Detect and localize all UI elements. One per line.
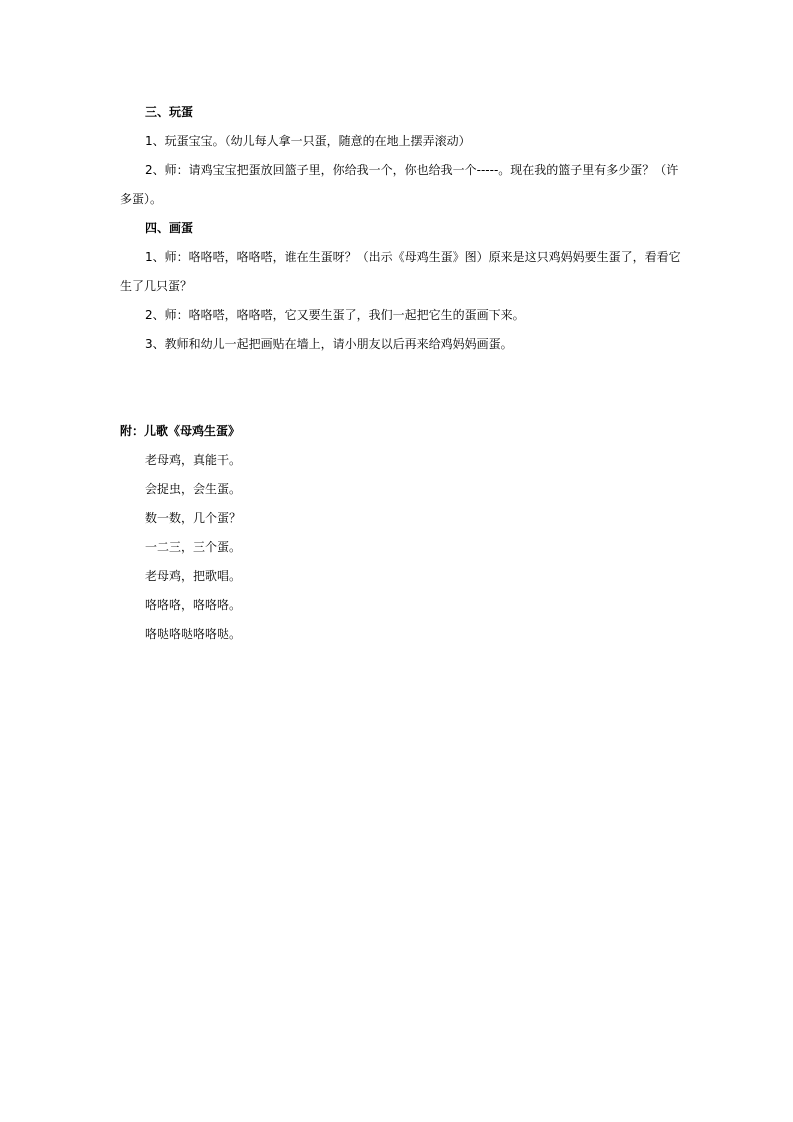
section-4-paragraph-2: 2、师：咯咯嗒，咯咯嗒，它又要生蛋了，我们一起把它生的蛋画下来。 xyxy=(145,308,525,322)
section-4-heading: 四、画蛋 xyxy=(145,221,194,235)
section-4-paragraph-1-line-1: 1、师：咯咯嗒，咯咯嗒，谁在生蛋呀？（出示《母鸡生蛋》图）原来是这只鸡妈妈要生蛋了，看看它 xyxy=(145,250,681,264)
section-3-paragraph-2-line-1: 2、师：请鸡宝宝把蛋放回篮子里，你给我一个，你也给我一个-----。现在我的篮子里有多少蛋？（许 xyxy=(145,163,679,177)
section-3-paragraph-2-line-2: 多蛋）。 xyxy=(120,192,163,206)
rhyme-line: 老母鸡，把歌唱。 xyxy=(145,569,242,583)
rhyme-line: 一二三，三个蛋。 xyxy=(145,540,242,554)
appendix-heading: 附：儿歌《母鸡生蛋》 xyxy=(120,424,241,438)
rhyme-line: 会捉虫，会生蛋。 xyxy=(145,482,242,496)
section-4-paragraph-3: 3、教师和幼儿一起把画贴在墙上，请小朋友以后再来给鸡妈妈画蛋。 xyxy=(145,337,513,351)
section-3-heading: 三、玩蛋 xyxy=(145,105,194,119)
section-3-paragraph-1: 1、玩蛋宝宝。（幼儿每人拿一只蛋，随意的在地上摆弄滚动） xyxy=(145,134,471,148)
rhyme-line: 老母鸡，真能干。 xyxy=(145,453,242,467)
rhyme-line: 咯咯咯，咯咯咯。 xyxy=(145,598,242,612)
rhyme-line: 数一数，几个蛋？ xyxy=(145,511,242,525)
rhyme-line: 咯哒咯哒咯咯哒。 xyxy=(145,627,242,641)
section-4-paragraph-1-line-2: 生了几只蛋？ xyxy=(120,279,193,293)
